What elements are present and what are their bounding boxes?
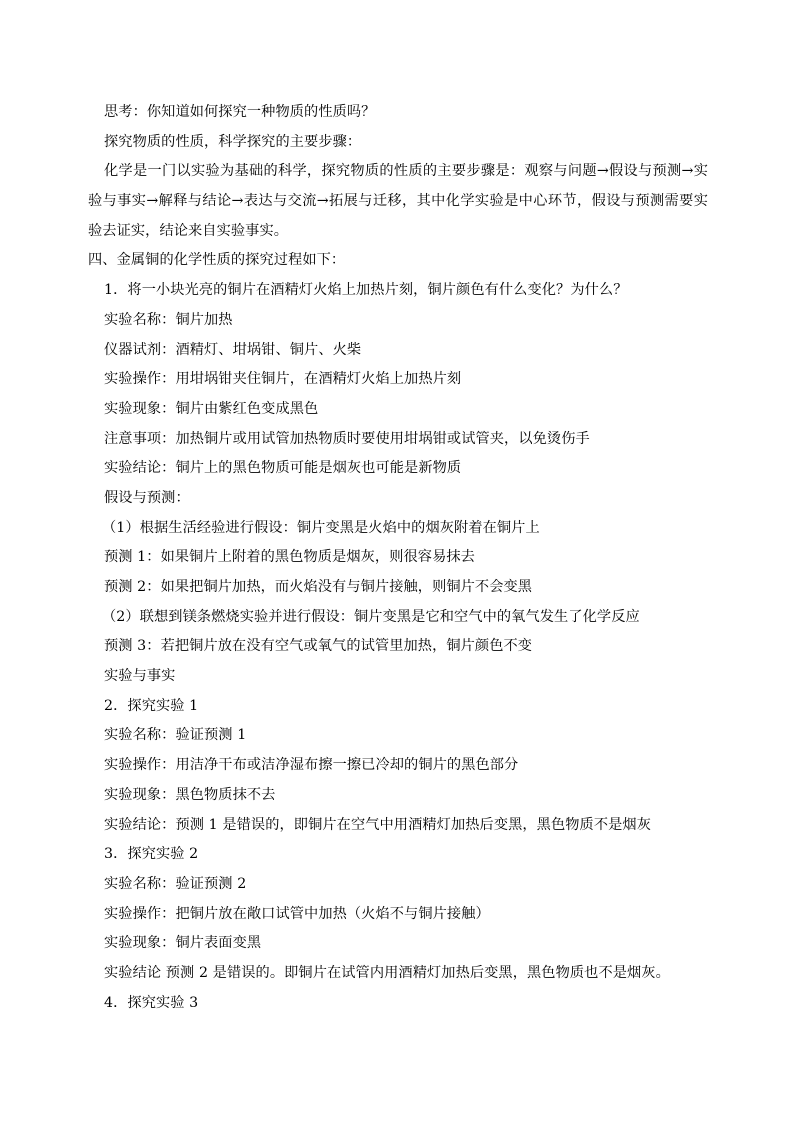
item-one-question: 1．将一小块光亮的铜片在酒精灯火焰上加热片刻，铜片颜色有什么变化？为什么？ [104, 282, 628, 299]
instruments-line: 仪器试剂：酒精灯、坩埚钳、铜片、火柴 [104, 341, 362, 358]
experiment-one-operation: 实验操作：用洁净干布或洁净湿布擦一擦已冷却的铜片的黑色部分 [104, 757, 519, 774]
experiment-one-heading: 2．探究实验 1 [104, 697, 199, 714]
think-question-line: 思考：你知道如何探究一种物质的性质吗？ [104, 104, 376, 120]
prediction-one-line: 预测 1：如果铜片上附着的黑色物质是烟灰，则很容易抹去 [104, 549, 475, 566]
experiment-name-line: 实验名称：铜片加热 [104, 311, 233, 328]
prediction-three-line: 预测 3：若把铜片放在没有空气或氧气的试管里加热，铜片颜色不变 [104, 638, 533, 655]
document-body [88, 98, 718, 1018]
experiment-two-conclusion: 实验结论 预测 2 是错误的。即铜片在试管内用酒精灯加热后变黑，黑色物质也不是烟灰。 [104, 964, 670, 981]
hypothesis-heading: 假设与预测： [104, 489, 190, 506]
prediction-two-line: 预测 2：如果把铜片加热，而火焰没有与铜片接触，则铜片不会变黑 [104, 579, 533, 596]
experiment-one-name: 实验名称：验证预测 1 [104, 727, 247, 744]
phenomenon-line: 实验现象：铜片由紫红色变成黑色 [104, 400, 319, 417]
hypothesis-one-line: （1）根据生活经验进行假设：铜片变黑是火焰中的烟灰附着在铜片上 [102, 519, 540, 536]
section-four-heading: 四、金属铜的化学性质的探究过程如下： [88, 252, 346, 269]
chemistry-steps-paragraph: 化学是一门以实验为基础的科学，探究物质的性质的主要步骤是：观察与问题→假设与预测→实验与事实→解释与结论→表达与交流→拓展与迁移，其中化学实验是中心环节，假设与预测需要实验去证实，结论来自实验事实。 [88, 163, 708, 239]
experiment-two-name: 实验名称：验证预测 2 [104, 875, 247, 892]
hypothesis-two-line: （2）联想到镁条燃烧实验并进行假设：铜片变黑是它和空气中的氧气发生了化学反应 [102, 608, 640, 625]
experiment-one-conclusion: 实验结论：预测 1 是错误的，即铜片在空气中用酒精灯加热后变黑，黑色物质不是烟灰 [104, 816, 651, 833]
caution-line: 注意事项：加热铜片或用试管加热物质时要使用坩埚钳或试管夹，以免烫伤手 [104, 430, 590, 447]
operation-line: 实验操作：用坩埚钳夹住铜片，在酒精灯火焰上加热片刻 [104, 371, 462, 388]
experiment-two-heading: 3．探究实验 2 [104, 846, 199, 863]
conclusion-line: 实验结论：铜片上的黑色物质可能是烟灰也可能是新物质 [104, 460, 462, 477]
experiment-two-phenomenon: 实验现象：铜片表面变黑 [104, 935, 262, 952]
experiment-facts-heading: 实验与事实 [104, 668, 176, 685]
experiment-one-phenomenon: 实验现象：黑色物质抹不去 [104, 786, 276, 803]
experiment-three-heading: 4．探究实验 3 [104, 994, 199, 1011]
experiment-two-operation: 实验操作：把铜片放在敞口试管中加热（火焰不与铜片接触） [104, 905, 490, 922]
steps-heading-line: 探究物质的性质，科学探究的主要步骤： [104, 133, 362, 150]
